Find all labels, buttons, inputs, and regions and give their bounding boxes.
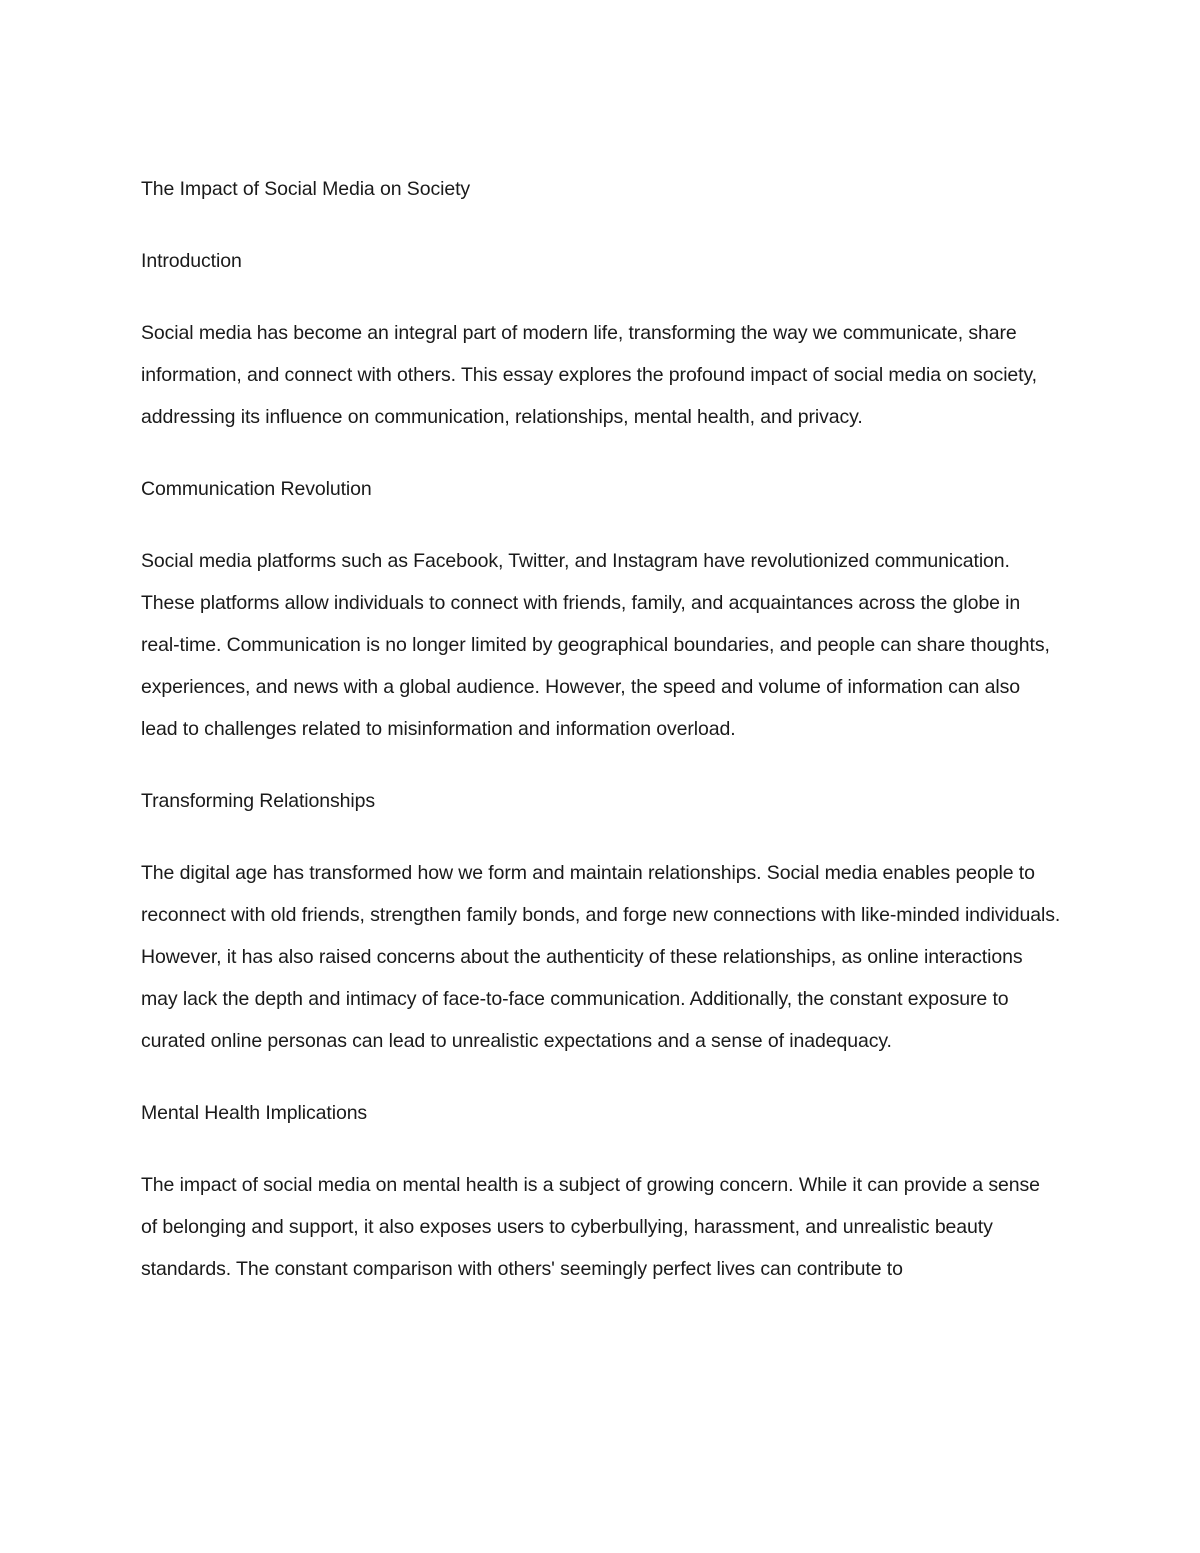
section-paragraph-mental-health: The impact of social media on mental health is a subject of growing concern. While it can provide a sense of belonging and support, it also exposes users to cyberbullying, harassment, and unrealistic beauty standards. The constant comparison with others' seemingly perfect lives can contribute to — [141, 1174, 1040, 1280]
section-heading-introduction: Introduction — [141, 250, 242, 272]
section-heading-communication-revolution: Communication Revolution — [141, 478, 372, 500]
document-page — [141, 168, 1061, 1320]
section-paragraph-transforming-relationships: The digital age has transformed how we form and maintain relationships. Social media enables people to reconnect with old friends, strengthen family bonds, and forge new connections with like-minded individuals. However, it has also raised concerns about the authenticity of these relationships, as online interactions may lack the depth and intimacy of face-to-face communication. Additionally, the constant exposure to curated online personas can lead to unrealistic expectations and a sense of inadequacy. — [141, 862, 1061, 1052]
section-paragraph-introduction: Social media has become an integral part of modern life, transforming the way we communicate, share information, and connect with others. This essay explores the profound impact of social media on society, addressing its influence on communication, relationships, mental health, and privacy. — [141, 322, 1038, 428]
document-title: The Impact of Social Media on Society — [141, 178, 471, 200]
section-heading-mental-health: Mental Health Implications — [141, 1102, 368, 1124]
section-paragraph-communication-revolution: Social media platforms such as Facebook, Twitter, and Instagram have revolutionized communication. These platforms allow individuals to connect with friends, family, and acquaintances across the globe in real-time. Communication is no longer limited by geographical boundaries, and people can share thoughts, experiences, and news with a global audience. However, the speed and volume of information can also lead to challenges related to misinformation and information overload. — [141, 550, 1050, 740]
section-heading-transforming-relationships: Transforming Relationships — [141, 790, 376, 812]
